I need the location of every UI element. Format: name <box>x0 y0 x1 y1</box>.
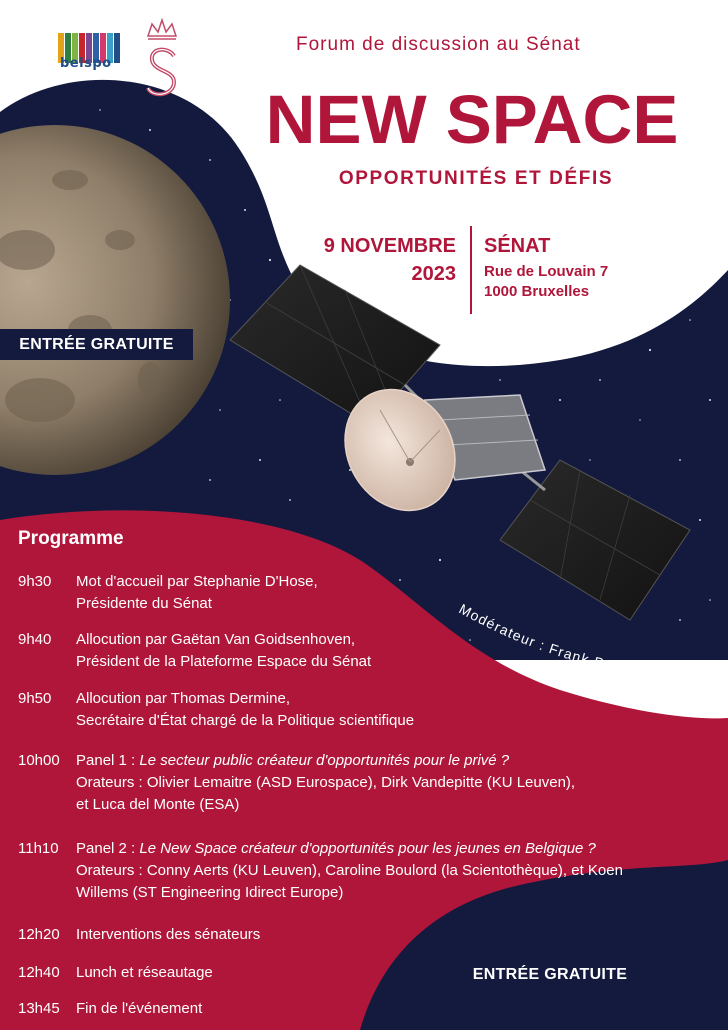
event-venue: SÉNAT <box>484 235 551 257</box>
programme-description <box>76 924 676 946</box>
programme-description <box>76 838 676 904</box>
event-address-street: Rue de Louvain 7 <box>484 263 609 280</box>
programme-line: Orateurs : Olivier Lemaitre (ASD Eurospace), Dirk Vandepitte (KU Leuven), <box>76 774 576 791</box>
panel-title: Le New Space créateur d'opportunités pour les jeunes en Belgique ? <box>139 840 596 857</box>
entree-gratuite-badge: ENTRÉE GRATUITE <box>0 329 193 360</box>
entree-gratuite-footer: ENTRÉE GRATUITE <box>472 966 628 983</box>
programme-description <box>76 688 676 732</box>
programme-description <box>76 629 676 673</box>
divider <box>470 226 472 314</box>
programme-description <box>76 571 676 615</box>
event-date-day: 9 NOVEMBRE <box>323 235 456 257</box>
panel-prefix: Panel 2 : <box>76 840 140 857</box>
programme-line: Secrétaire d'État chargé de la Politique scientifique <box>76 712 415 729</box>
programme-line: et Luca del Monte (ESA) <box>76 796 240 813</box>
programme-line: Mot d'accueil par Stephanie D'Hose, <box>76 573 318 590</box>
page-title: NEW SPACE <box>265 81 679 158</box>
programme-description <box>76 998 676 1020</box>
event-address-city: 1000 Bruxelles <box>484 283 590 300</box>
programme-time: 10h00 <box>18 752 60 769</box>
programme-line: Orateurs : Conny Aerts (KU Leuven), Caroline Boulord (la Scientothèque), et Koen <box>76 862 623 879</box>
programme-line: Président de la Plateforme Espace du Sénat <box>76 653 372 670</box>
programme-line: Allocution par Thomas Dermine, <box>76 690 290 707</box>
programme-time: 9h40 <box>18 631 52 648</box>
programme-time: 11h10 <box>18 840 59 857</box>
programme-line: Willems (ST Engineering Idirect Europe) <box>76 884 344 901</box>
moderator-text: Modérateur : Frank Preud'homme <box>456 600 694 689</box>
programme-description <box>76 750 676 816</box>
panel-prefix: Panel 1 : <box>76 752 140 769</box>
programme-time: 9h30 <box>18 573 52 590</box>
forum-label: Forum de discussion au Sénat <box>296 34 581 55</box>
programme-title: Programme <box>18 528 124 549</box>
programme-line: Allocution par Gaëtan Van Goidsenhoven, <box>76 631 356 648</box>
programme-time: 9h50 <box>18 690 52 707</box>
programme-line: Interventions des sénateurs <box>76 926 261 943</box>
programme-line: Fin de l'événement <box>76 1000 203 1017</box>
programme-line: Présidente du Sénat <box>76 595 212 612</box>
programme-time: 12h40 <box>18 964 60 981</box>
page-subtitle: OPPORTUNITÉS ET DÉFIS <box>338 168 614 189</box>
event-date-year: 2023 <box>411 263 456 285</box>
belspo-logo-text: belspo <box>60 56 112 71</box>
programme-line: Lunch et réseautage <box>76 964 213 981</box>
senat-logo <box>138 16 186 102</box>
programme-time: 13h45 <box>18 1000 60 1017</box>
panel-title: Le secteur public créateur d'opportunités pour le privé ? <box>139 752 510 769</box>
programme-time: 12h20 <box>18 926 60 943</box>
